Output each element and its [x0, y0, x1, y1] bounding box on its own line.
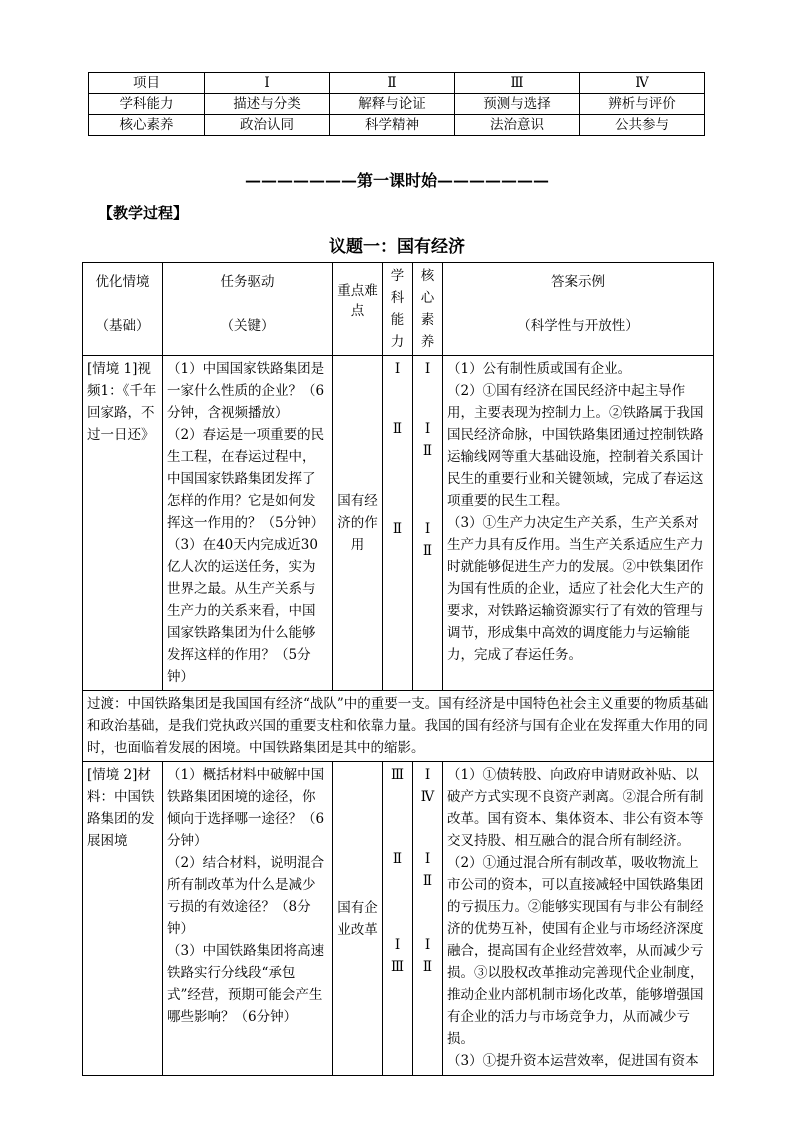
transition-row [83, 691, 714, 762]
top-table-cell: 项目 [89, 73, 205, 94]
top-table-cell: 解释与论证 [330, 94, 455, 115]
ability-marks-1 [383, 356, 413, 691]
literacy-mark: Ⅳ [420, 789, 435, 805]
scenario-2: [情境 2]材料：中国铁路集团的发展困境 [83, 762, 163, 1076]
answer-item: （1）公有制性质或国有企业。 [447, 361, 632, 377]
section-row-1 [83, 356, 714, 691]
task-list-2 [163, 762, 333, 1076]
literacy-mark: Ⅰ [424, 521, 431, 537]
task-item: （3）在40天内完成近30亿人次的运送任务，实为世界之最。从生产关系与生产力的关系来看，中国国家铁路集团为什么能够发挥这样的作用？（5分钟） [167, 537, 318, 685]
transition-text: 过渡：中国铁路集团是我国国有经济“战队”中的重要一支。国有经济是中国特色社会主义重要的物质基础和政治基础，是我们党执政兴国的重要支柱和依靠力量。我国的国有经济与国有企业在发挥重大作用的同时，也面临着发展的困境。中国铁路集团是其中的缩影。 [83, 691, 714, 762]
literacy-mark: Ⅰ [424, 767, 431, 783]
literacy-mark: Ⅰ [424, 851, 431, 867]
header-answer: 答案示例 （科学性与开放性） [443, 263, 714, 356]
literacy-mark: Ⅱ [422, 543, 433, 559]
top-table-cell: 预测与选择 [455, 94, 580, 115]
top-table-cell: 核心素养 [89, 115, 205, 136]
literacy-mark: Ⅰ [424, 361, 431, 377]
ability-mark: Ⅲ [390, 767, 405, 783]
answer-item: （2）①国有经济在国民经济中起主导作用，主要表现为控制力上。②铁路属于我国国民经济命脉，中国铁路集团通过控制铁路运输线网等重大基础设施，控制着关系国计民生的重要行业和关键领域，完成了春运这项重要的民生工程。 [447, 383, 704, 509]
answer-item: （3）①提升资本运营效率，促进国有资本 [447, 1053, 699, 1069]
top-table-cell: 辨析与评价 [580, 94, 705, 115]
header-literacy: 核心素养 [413, 263, 443, 356]
ability-mark: Ⅰ [394, 361, 401, 377]
answer-item: （1）①债转股、向政府申请财政补贴、以破产方式实现不良资产剥离。②混合所有制改革。国有资本、集体资本、非公有资本等交叉持股、相互融合的混合所有制经济。 [447, 767, 704, 849]
key-point-2: 国有企业改革 [333, 762, 383, 1076]
header-key: 重点难点 [333, 263, 383, 356]
top-table-cell: 公共参与 [580, 115, 705, 136]
top-table-cell: 科学精神 [330, 115, 455, 136]
ability-marks-2 [383, 762, 413, 1076]
top-table-cell: 政治认同 [205, 115, 330, 136]
top-table-row [89, 94, 705, 115]
literacy-mark: Ⅱ [422, 873, 433, 889]
top-table-cell: 法治意识 [455, 115, 580, 136]
top-table-cell: Ⅰ [205, 73, 330, 94]
task-item: （3）中国铁路集团将高速铁路实行分线段“承包式”经营，预期可能会产生哪些影响？（6分钟） [167, 943, 325, 1025]
header-task: 任务驱动 （关键） [163, 263, 333, 356]
top-table-row [89, 73, 705, 94]
scenario-1: [情境 1]视频1：《千年回家路，不过一日还》 [83, 356, 163, 691]
process-heading: 【教学过程】 [98, 204, 189, 222]
answer-item: （2）①通过混合所有制改革，吸收物流上市公司的资本，可以直接减轻中国铁路集团的亏损压力。②能够实现国有与非公有制经济的优势互补，使国有企业与市场经济深度融合，提高国有企业经营效率，从而减少亏损。③以股权改革推动完善现代企业制度，推动企业内部机制市场化改革，能够增强国有企业的活力与市场竞争力，从而减少亏损。 [447, 855, 704, 1047]
ability-mark: Ⅱ [392, 521, 403, 537]
table-header-row [83, 263, 714, 356]
ability-mark: Ⅱ [392, 851, 403, 867]
task-item: （2）结合材料，说明混合所有制改革为什么是减少亏损的有效途径？（8分钟） [167, 855, 325, 937]
task-item: （1）中国国家铁路集团是一家什么性质的企业？（6分钟，含视频播放） [167, 361, 325, 421]
top-table-cell: 学科能力 [89, 94, 205, 115]
answer-list-1 [443, 356, 714, 691]
session-divider: ———————第一课时始——————— [244, 171, 549, 190]
ability-mark: Ⅰ [394, 937, 401, 953]
section-row-2 [83, 762, 714, 1076]
top-table-cell: Ⅲ [455, 73, 580, 94]
key-point-1: 国有经济的作用 [333, 356, 383, 691]
answer-list-2 [443, 762, 714, 1076]
answer-item: （3）①生产力决定生产关系，生产关系对生产力具有反作用。当生产关系适应生产力时就能够促进生产力的发展。②中铁集团作为国有性质的企业，适应了社会化大生产的要求，对铁路运输资源实行了有效的管理与调节，形成集中高效的调度能力与运输能力，完成了春运任务。 [447, 515, 704, 663]
task-item: （1）概括材料中破解中国铁路集团困境的途径，你倾向于选择哪一途径？（6分钟） [167, 767, 325, 849]
literacy-marks-1 [413, 356, 443, 691]
header-scenario: 优化情境 （基础） [83, 263, 163, 356]
literacy-mark: Ⅰ [424, 421, 431, 437]
literacy-marks-2 [413, 762, 443, 1076]
ability-mark: Ⅲ [390, 959, 405, 975]
header-ability: 学科能力 [383, 263, 413, 356]
literacy-mark: Ⅰ [424, 937, 431, 953]
top-table-row [89, 115, 705, 136]
top-table-cell: 描述与分类 [205, 94, 330, 115]
top-table-cell: Ⅱ [330, 73, 455, 94]
ability-literacy-table [88, 72, 705, 136]
task-list-1 [163, 356, 333, 691]
task-item: （2）春运是一项重要的民生工程，在春运过程中，中国国家铁路集团发挥了怎样的作用？它是如何发挥这一作用的？（5分钟） [167, 427, 325, 531]
literacy-mark: Ⅱ [422, 959, 433, 975]
teaching-process-table [82, 262, 714, 1076]
top-table-cell: Ⅳ [580, 73, 705, 94]
ability-mark: Ⅱ [392, 421, 403, 437]
topic-title: 议题一：国有经济 [329, 237, 465, 257]
literacy-mark: Ⅱ [422, 443, 433, 459]
